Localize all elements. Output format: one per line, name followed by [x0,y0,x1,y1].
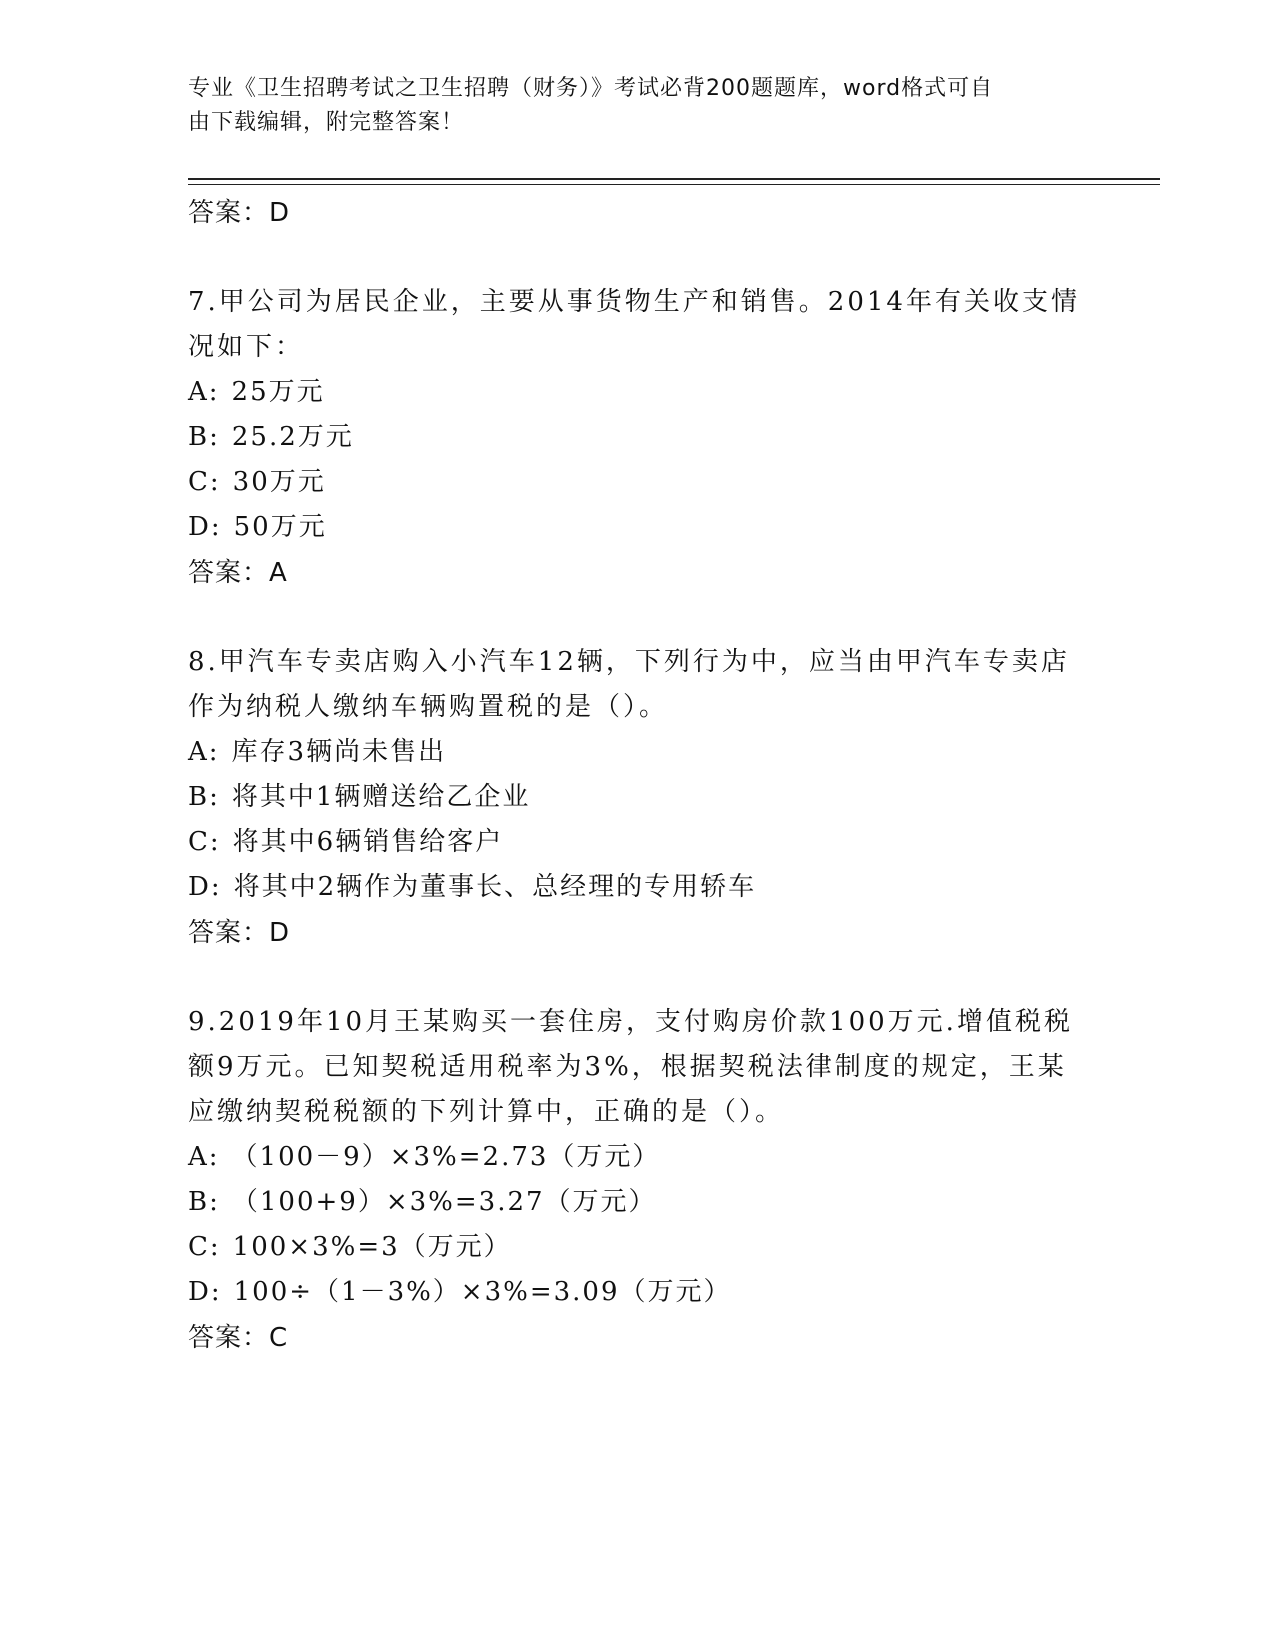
option-key: B: [188,1187,220,1217]
option-text: （100+9）×3%=3.27（万元） [231,1187,657,1217]
document-body [188,190,1088,1361]
option-text: 50万元 [233,512,327,542]
option-key: D: [188,872,222,902]
option-text: 将其中1辆赠送给乙企业 [231,782,531,812]
option-d [188,505,1088,550]
answer-line: 答案：A [188,558,288,588]
option-key: C: [188,827,221,857]
question-stem: 9.2019年10月王某购买一套住房，支付购房价款100万元.增值税税额9万元。已知契税适用税率为3%，根据契税法律制度的规定，王某应缴纳契税税额的下列计算中，正确的是（）。 [188,1007,1073,1127]
option-key: D: [188,1277,222,1307]
answer-line: 答案：D [188,198,291,228]
option-text: 库存3辆尚未售出 [231,737,447,767]
option-key: A: [188,737,220,767]
question-7 [188,280,1088,596]
question-9 [188,1000,1088,1361]
header-line-1: 专业《卫生招聘考试之卫生招聘（财务）》考试必背200题题库，word格式可自 [188,76,994,101]
option-text: 100×3%=3（万元） [232,1232,512,1262]
option-text: 100÷（1－3%）×3%=3.09（万元） [233,1277,732,1307]
option-key: A: [188,377,220,407]
option-text: 25万元 [231,377,325,407]
option-key: B: [188,422,220,452]
header-rule-thin [188,184,1160,185]
option-a [188,1135,1088,1180]
option-key: A: [188,1142,220,1172]
option-key: C: [188,1232,221,1262]
option-text: 将其中2辆作为董事长、总经理的专用轿车 [233,872,757,902]
option-a [188,370,1088,415]
option-text: 将其中6辆销售给客户 [232,827,504,857]
option-key: B: [188,782,220,812]
option-text: 25.2万元 [231,422,354,452]
option-b [188,775,1088,820]
option-a [188,730,1088,775]
option-text: 30万元 [232,467,326,497]
question-stem: 8.甲汽车专卖店购入小汽车12辆，下列行为中，应当由甲汽车专卖店作为纳税人缴纳车辆购置税的是（）。 [188,647,1070,722]
option-text: （100－9）×3%=2.73（万元） [231,1142,661,1172]
option-c [188,460,1088,505]
option-key: C: [188,467,221,497]
option-d [188,1270,1088,1315]
header-line-2: 由下载编辑，附完整答案！ [188,110,465,135]
question-8 [188,640,1088,956]
option-d [188,865,1088,910]
option-key: D: [188,512,222,542]
option-c [188,820,1088,865]
header-rule-thick [188,178,1160,180]
answer-line: 答案：D [188,918,291,948]
option-b [188,1180,1088,1225]
question-stem: 7.甲公司为居民企业，主要从事货物生产和销售。2014年有关收支情况如下： [188,287,1080,362]
option-c [188,1225,1088,1270]
answer-line: 答案：C [188,1323,289,1353]
option-b [188,415,1088,460]
document-header [188,72,1088,140]
